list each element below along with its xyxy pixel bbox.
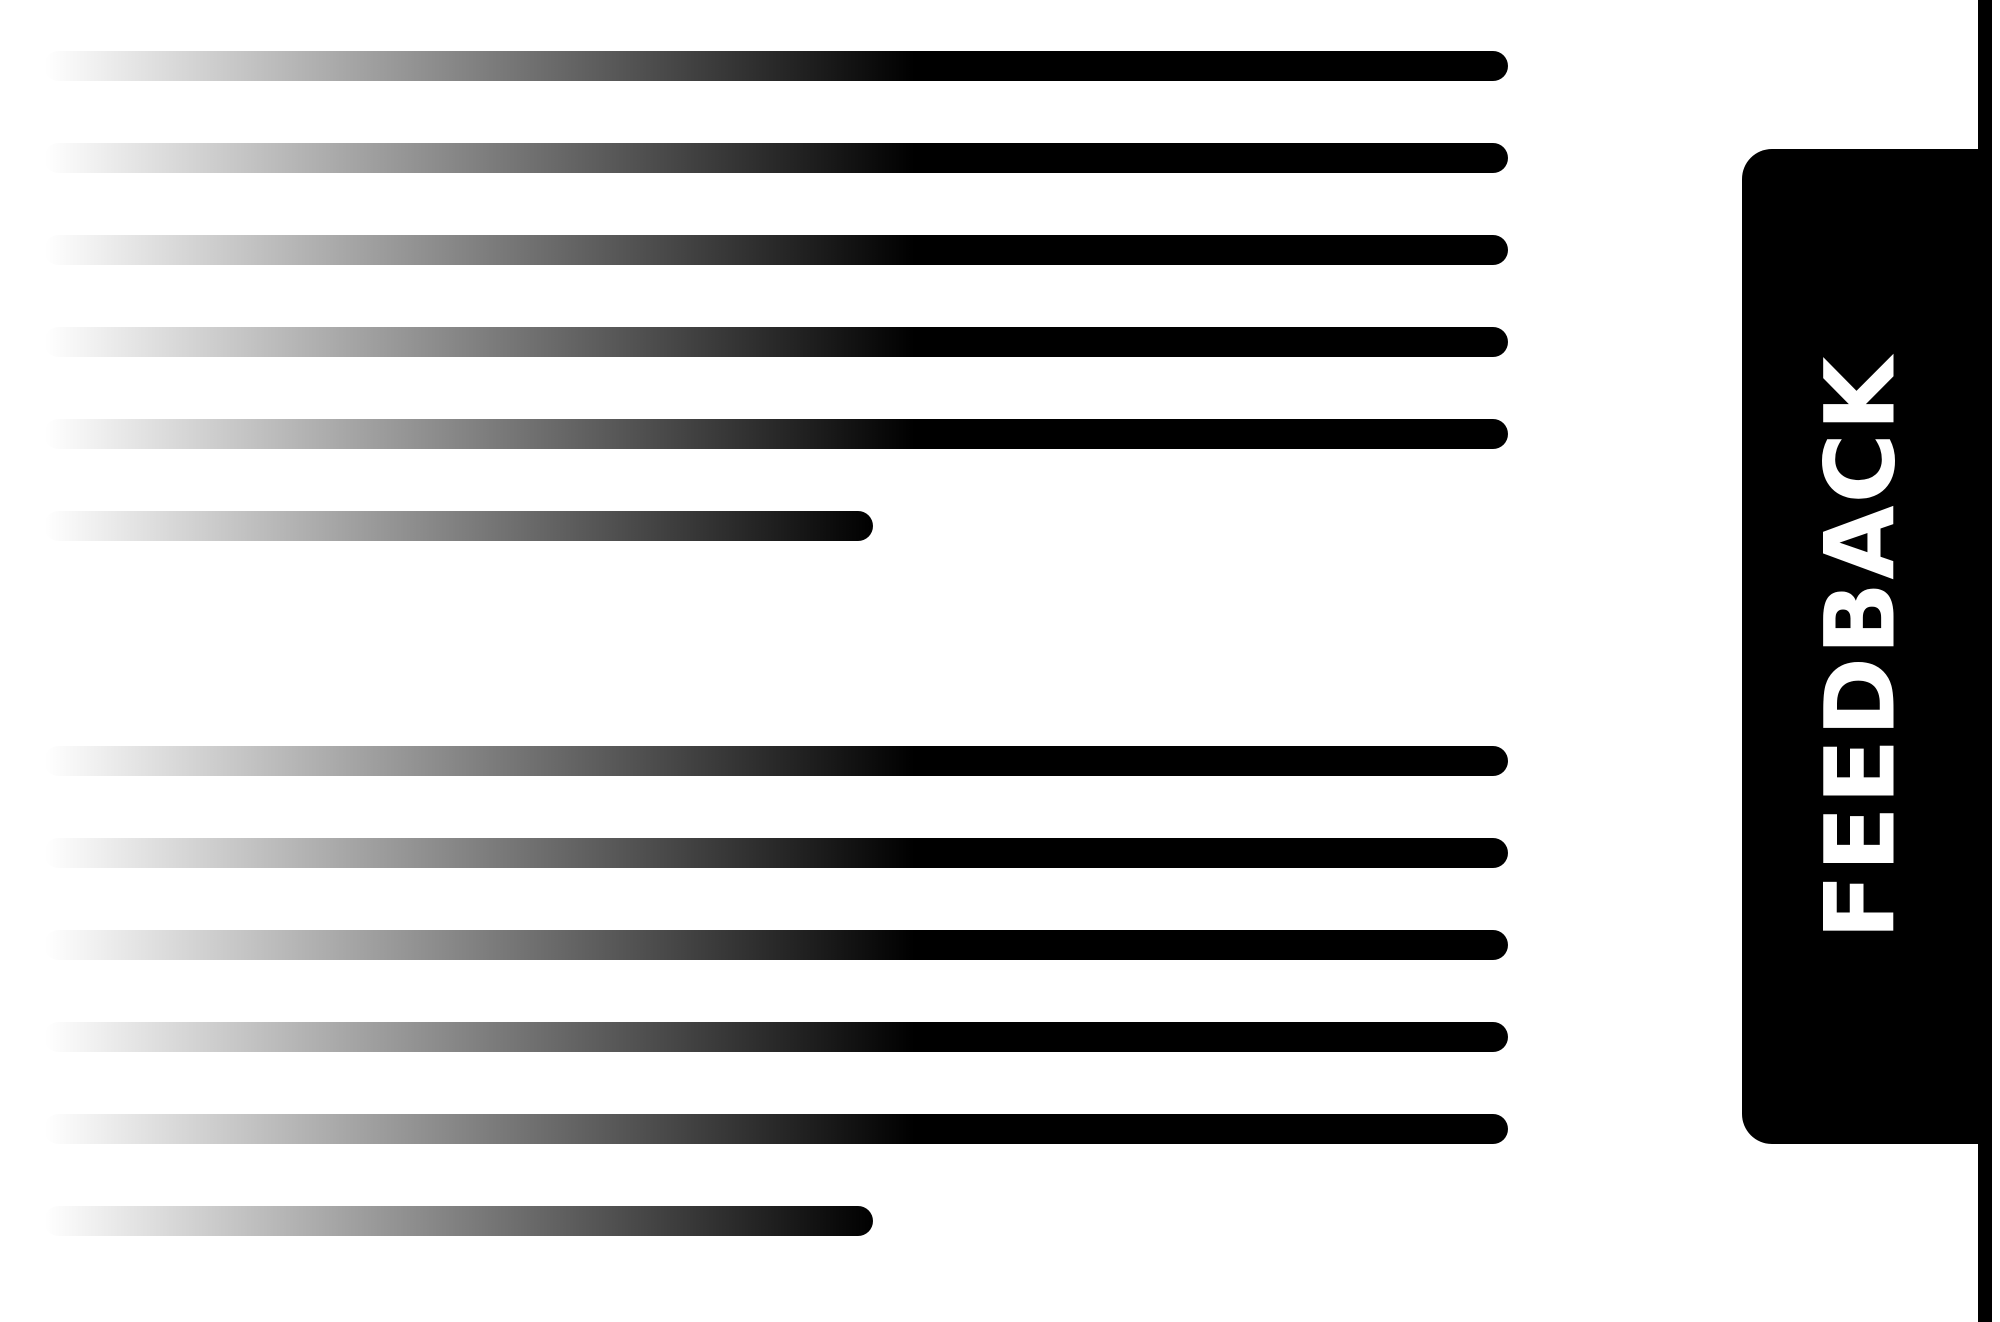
side-divider	[1978, 0, 1992, 1322]
skeleton-line	[44, 143, 1508, 173]
skeleton-line	[44, 235, 1508, 265]
feedback-button[interactable]	[1742, 149, 1978, 1144]
skeleton-line	[44, 1022, 1508, 1052]
feedback-label: FEEDBACK	[1804, 354, 1917, 939]
skeleton-line	[44, 511, 873, 541]
skeleton-line	[44, 51, 1508, 81]
skeleton-line	[44, 1114, 1508, 1144]
skeleton-line	[44, 327, 1508, 357]
skeleton-line	[44, 838, 1508, 868]
skeleton-line	[44, 746, 1508, 776]
skeleton-line	[44, 930, 1508, 960]
skeleton-line	[44, 419, 1508, 449]
skeleton-line	[44, 1206, 873, 1236]
